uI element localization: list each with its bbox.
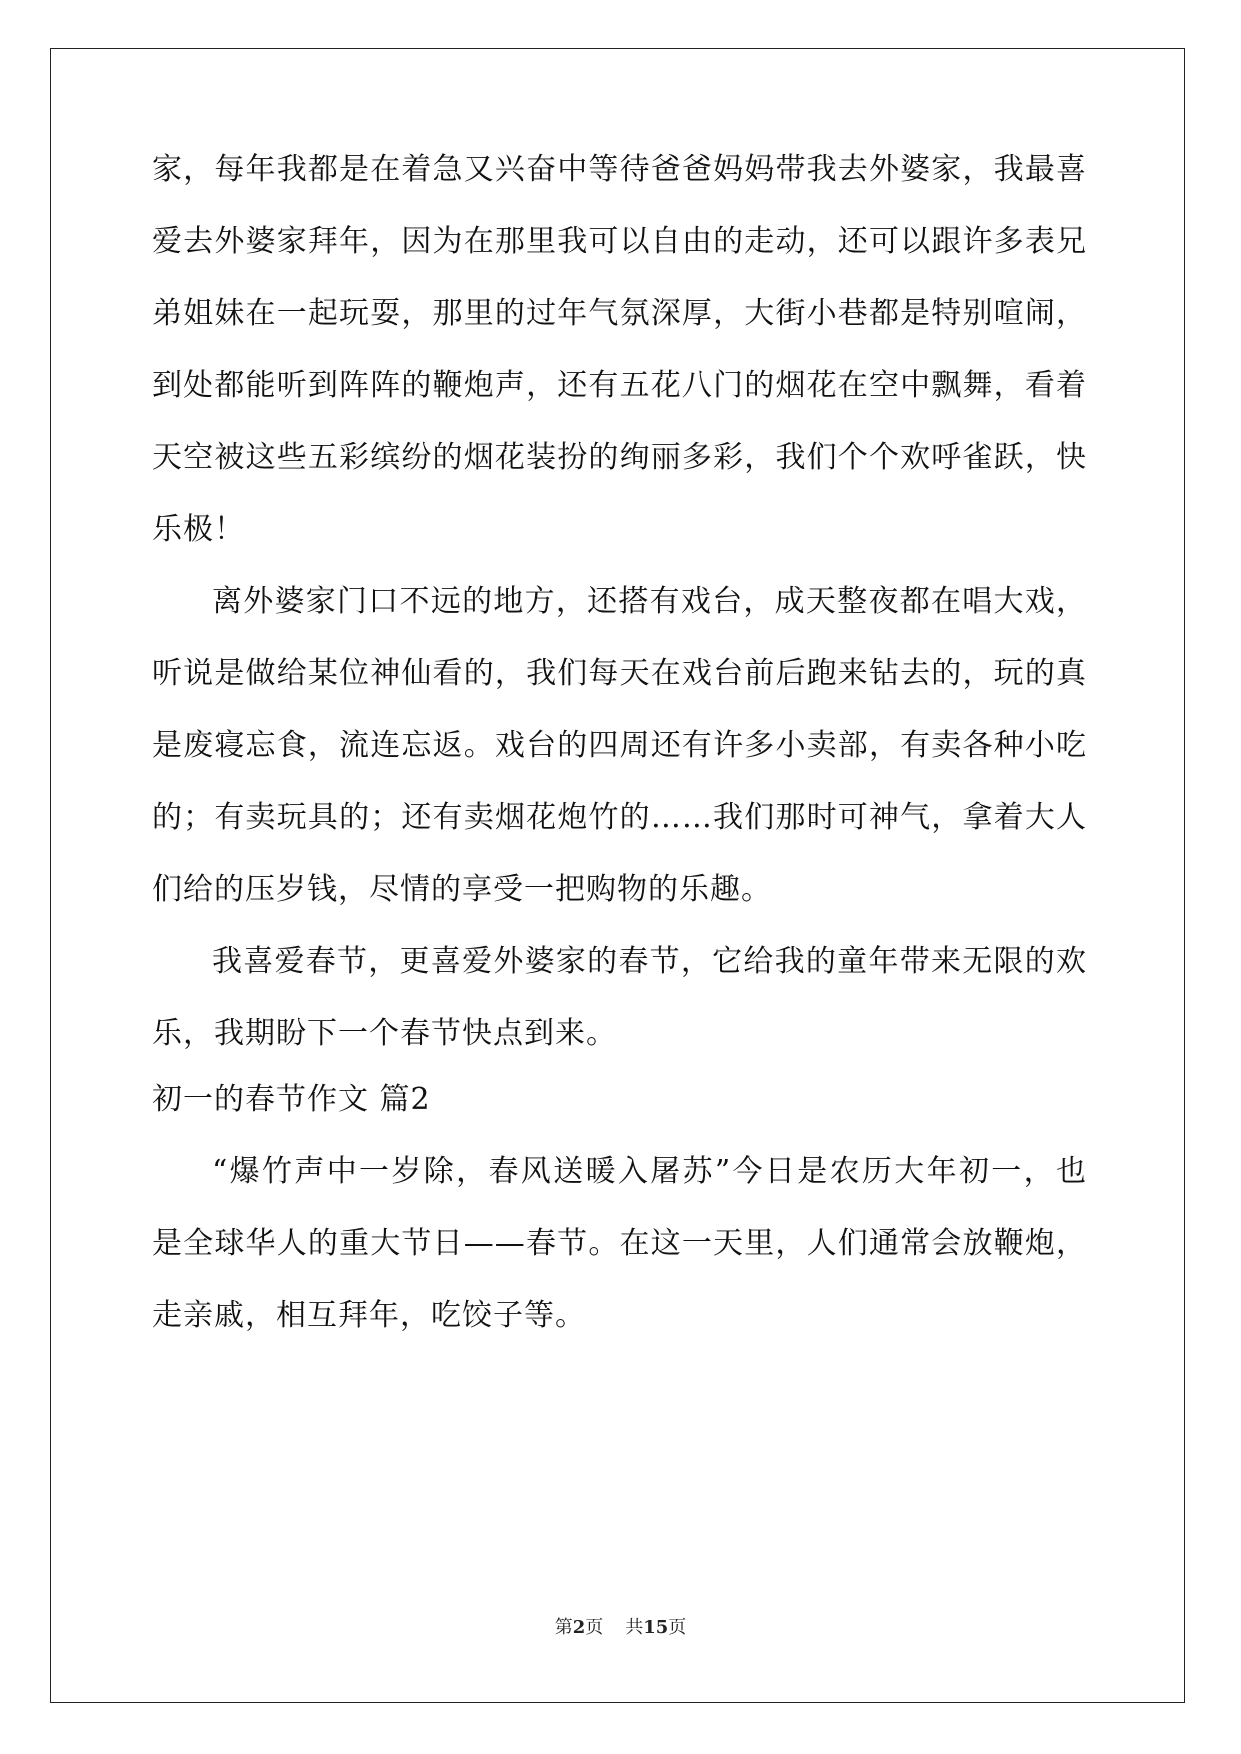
section-heading: 初一的春节作文 篇2 [152, 1082, 431, 1117]
paragraph-line: 走亲戚，相互拜年，吃饺子等。 [152, 1298, 586, 1333]
page-total: 15 [643, 1617, 669, 1638]
page-prefix: 第 [554, 1617, 573, 1638]
total-suffix: 页 [668, 1617, 687, 1638]
paragraph-line: 离外婆家门口不远的地方，还搭有戏台，成天整夜都在唱大戏， [212, 584, 1087, 619]
paragraph-line: 是废寝忘食，流连忘返。戏台的四周还有许多小卖部，有卖各种小吃 [152, 728, 1087, 763]
page-current: 2 [572, 1617, 586, 1638]
paragraph-line: 听说是做给某位神仙看的，我们每天在戏台前后跑来钻去的，玩的真 [152, 656, 1087, 691]
paragraph-line: 弟姐妹在一起玩耍，那里的过年气氛深厚，大街小巷都是特别喧闹， [152, 296, 1087, 331]
paragraph-line: 我喜爱春节，更喜爱外婆家的春节，它给我的童年带来无限的欢 [212, 944, 1087, 979]
paragraph-line: “爆竹声中一岁除，春风送暖入屠苏”今日是农历大年初一，也 [212, 1154, 1087, 1189]
paragraph-line: 的；有卖玩具的；还有卖烟花炮竹的……我们那时可神气，拿着大人 [152, 800, 1087, 835]
paragraph-line: 乐极！ [152, 512, 245, 547]
paragraph-line: 们给的压岁钱，尽情的享受一把购物的乐趣。 [152, 872, 772, 907]
paragraph-line: 是全球华人的重大节日——春节。在这一天里，人们通常会放鞭炮， [152, 1226, 1087, 1261]
paragraph-line: 天空被这些五彩缤纷的烟花装扮的绚丽多彩，我们个个欢呼雀跃，快 [152, 440, 1087, 475]
total-prefix: 共 [625, 1617, 644, 1638]
paragraph-line: 爱去外婆家拜年，因为在那里我可以自由的走动，还可以跟许多表兄 [152, 224, 1087, 259]
paragraph-line: 到处都能听到阵阵的鞭炮声，还有五花八门的烟花在空中飘舞，看着 [152, 368, 1087, 403]
paragraph-line: 家，每年我都是在着急又兴奋中等待爸爸妈妈带我去外婆家，我最喜 [152, 152, 1087, 187]
page-footer [0, 1616, 1241, 1640]
page-suffix: 页 [585, 1617, 604, 1638]
paragraph-line: 乐，我期盼下一个春节快点到来。 [152, 1016, 617, 1051]
